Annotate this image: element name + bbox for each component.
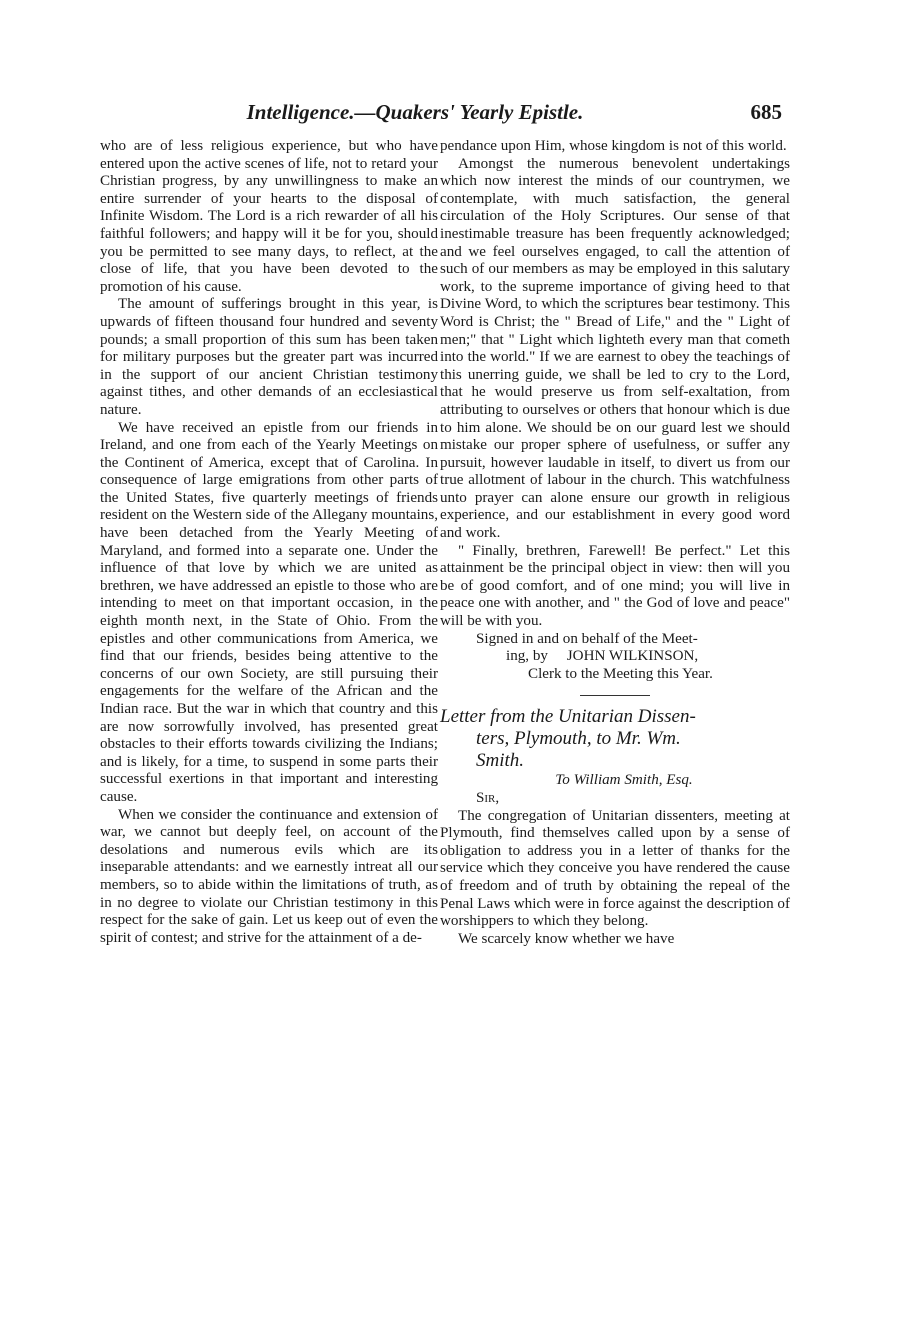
article-title-line: Letter from the Unitarian Dissen- [440,706,696,728]
salutation: Sir, [476,790,500,806]
signature-line: Clerk to the Meeting this Year. [528,665,713,682]
paragraph: When we consider the continuance and extension of war, we cannot but deeply feel, on account of the desolations and numerous evils which are its inseparable attendants: and we earnestly intreat all our members, so to abide within the limitations of truth, as in no degree to violate our Christian testimony in this respect for the sake of gain. Let us keep out of even the spirit of contest; and strive for the attainment of a de- [100,806,438,946]
paragraph: pendance upon Him, whose kingdom is not of this world. [440,138,787,154]
signature-line: ing, by JOHN WILKINSON, [506,648,699,665]
right-column [440,138,790,948]
article-title-line: ters, Plymouth, to Mr. Wm. [476,728,681,750]
paragraph: We scarcely know whether we have [458,930,675,947]
paragraph: The congregation of Unitarian dissenters, meeting at Plymouth, find themselves called upon by a sense of obligation to address you in a letter of thanks for the service which they conceive you have rendered the cause of freedom and of truth by obtaining the repeal of the Penal Laws which were in force against the description of worshippers to which they belong. [440,807,790,930]
signature-block [440,631,790,684]
paragraph: Amongst the numerous benevolent undertakings which now interest the minds of our countrymen, we contemplate, with much satisfaction, the general circulation of the Holy Scriptures. Our sense of that inestimable treasure has been frequently acknowledged; and we feel ourselves engaged, to call the attention of such of our members as may be employed in this salutary work, to the supreme importance of giving heed to that Divine Word, to which the scriptures bear testimony. This Word is Christ; the " Bread of Life," and the " Light of men;" that " Light which lighteth every man that cometh into the world." If we are earnest to obey the teachings of this unerring guide, we shall be led to cry to the Lord, that he would preserve us from self-exaltation, from attributing to ourselves or others that honour which is due to him alone. We should be on our guard lest we should mistake our proper sphere of usefulness, or suffer any pursuit, however laudable in itself, to divert us from our true allotment of labour in the church. This watchfulness unto prayer can alone ensure our growth in religious experience, and our establishment in every good word and work. [440,155,790,542]
running-head [100,100,790,125]
paragraph: " Finally, brethren, Farewell! Be perfect." Let this attainment be the principal object in view: then will you be of good comfort, and of one mind; you will live in peace one with another, and " the God of love and peace" will be with you. [440,542,790,630]
section-divider [580,695,650,696]
page-number: 685 [750,100,782,124]
article-title-line: Smith. [476,750,525,772]
paragraph: who are of less religious experience, but who have entered upon the active scenes of life, not to retard your Christian progress, by any unwillingness to make an entire surrender of your hearts to the disposal of Infinite Wisdom. The Lord is a rich rewarder of all his faithful followers; and happy will it be for you, should you be permitted to see many days, to reflect, at the close of life, that you have been devoted to the promotion of his cause. [100,138,438,295]
signature-line: Signed in and on behalf of the Meet- [476,630,698,647]
addressee-line: To William Smith, Esq. [555,772,693,789]
paragraph: We have received an epistle from our friends in Ireland, and one from each of the Yearly Meetings on the Continent of America, except that of Carolina. In consequence of large emigrations from other parts of the United States, five quarterly meetings of friends resident on the Western side of the Allegany mountains, have been detached from the Yearly Meeting of Maryland, and formed into a separate one. Under the influence of that love by which we are united as brethren, we have addressed an epistle to those who are intending to meet on that important occasion, in the eighth month next, in the State of Ohio. From the epistles and other communications from America, we find that our friends, besides being attentive to the concerns of our own Society, are still pursuing their engagements for the welfare of the African and the Indian race. But the war in which that country and this are now sorrowfully involved, has presented great obstacles to their efforts towards civilizing the Indians; and is likely, for a time, to suspend in some parts their successful exertions in that important and interesting cause. [100,419,438,805]
paragraph: The amount of sufferings brought in this year, is upwards of fifteen thousand four hundred and seventy pounds; a small proportion of this sum has been taken for military purposes but the greater part was incurred in the support of our ancient Christian testimony against tithes, and other demands of an ecclesiastical nature. [100,296,438,418]
article-title [440,706,790,772]
page-title: Intelligence.—Quakers' Yearly Epistle. [246,100,584,124]
left-column [100,138,438,947]
